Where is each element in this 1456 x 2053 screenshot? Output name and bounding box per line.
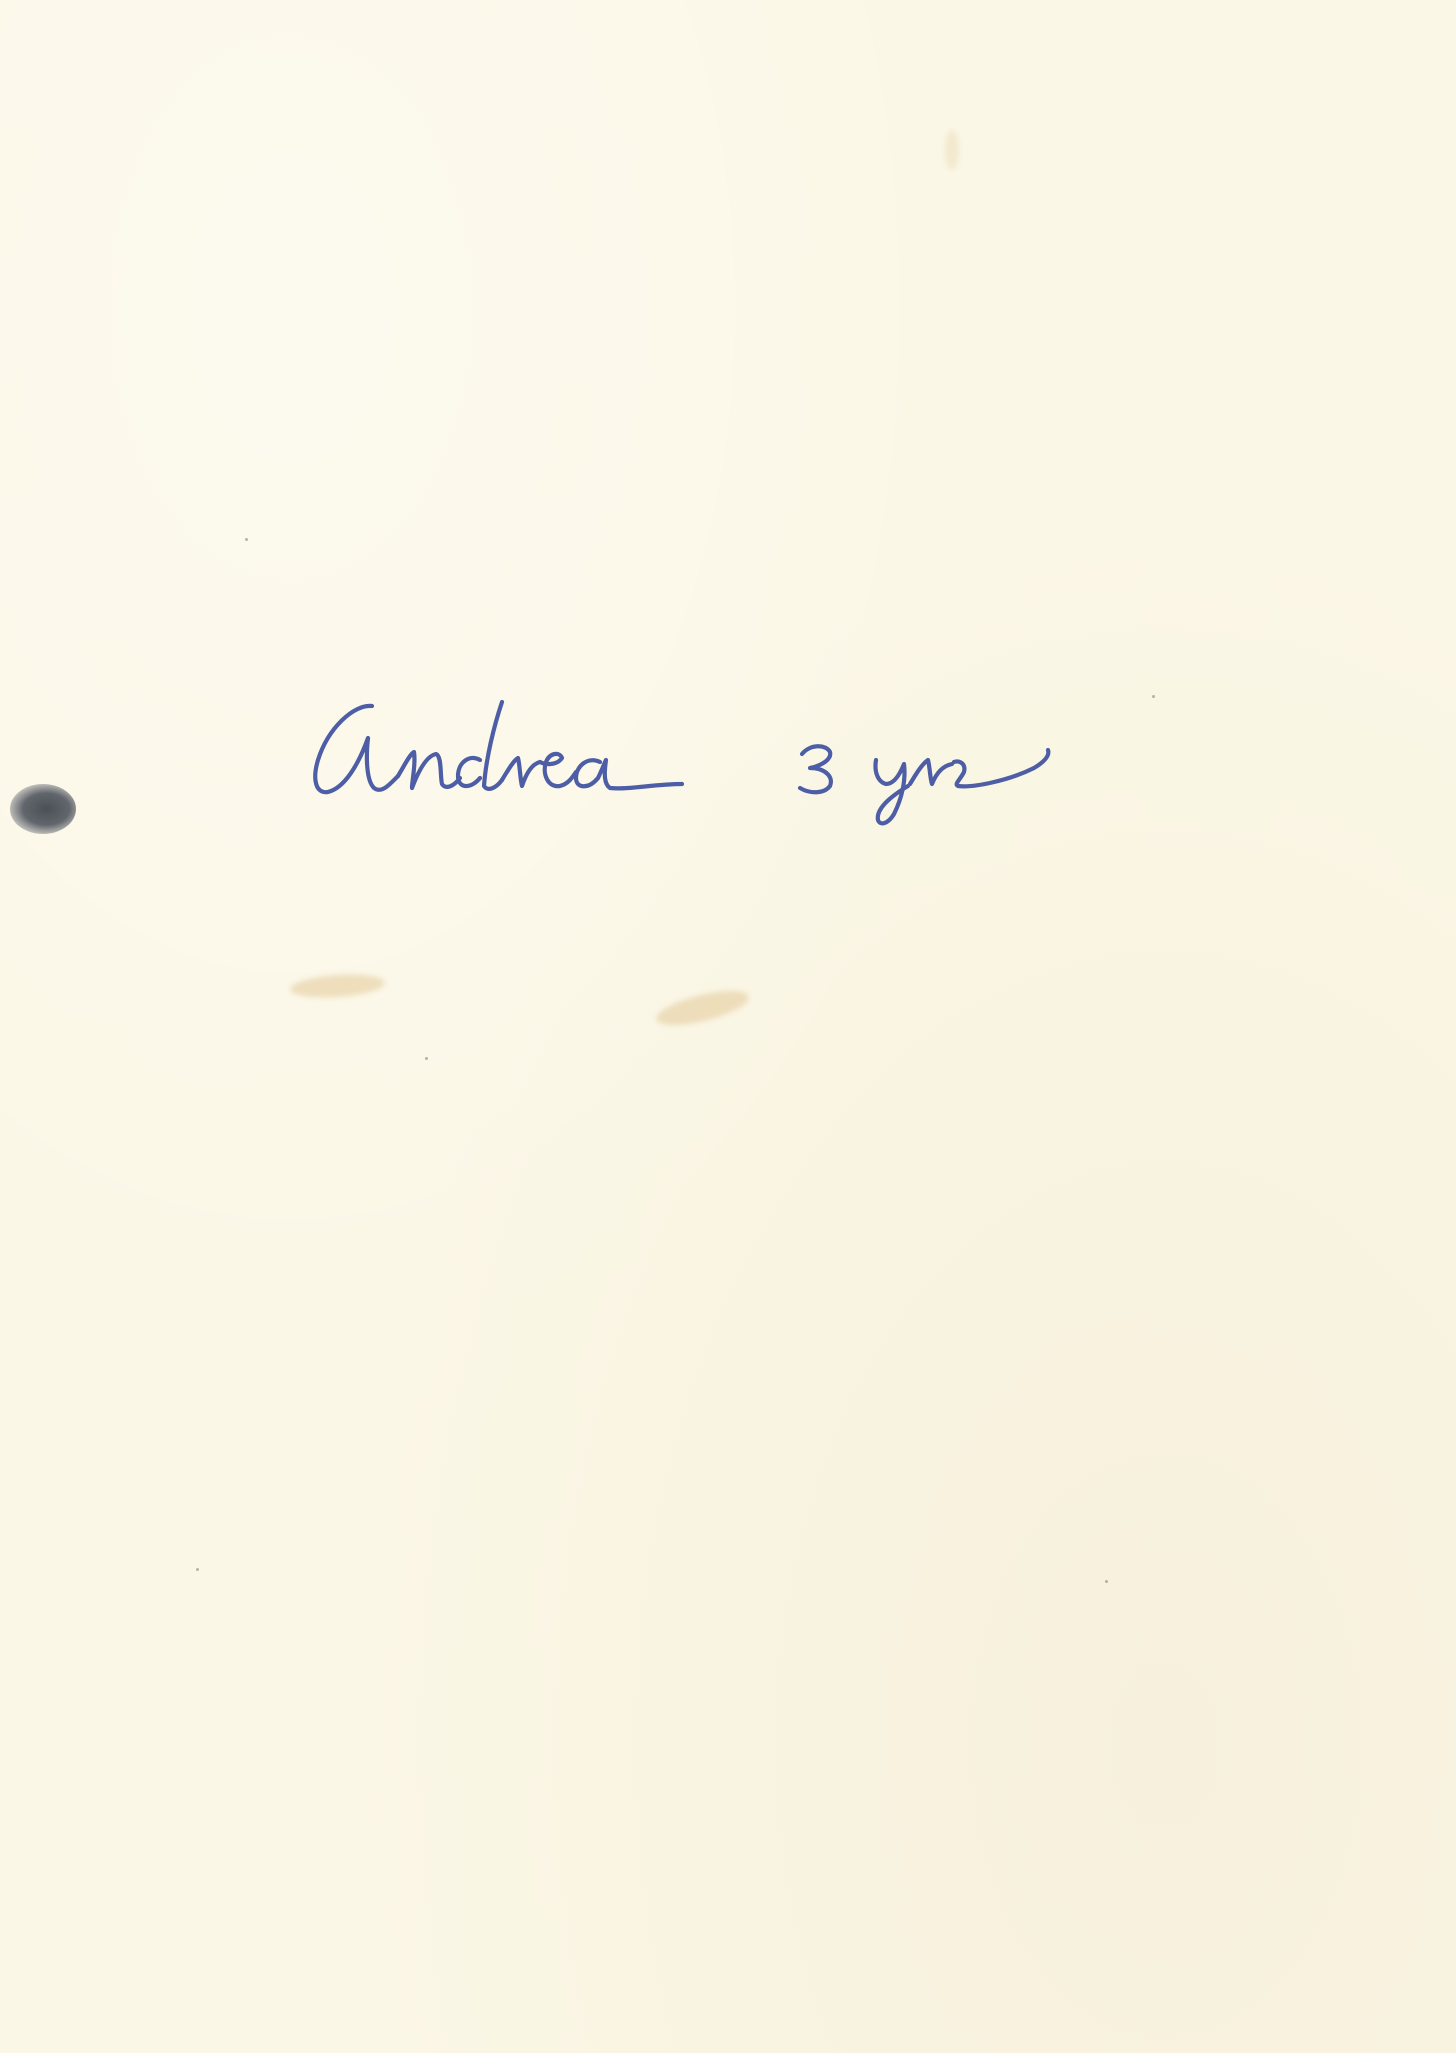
paper-fleck	[425, 1057, 428, 1060]
paper-fleck	[1152, 695, 1155, 698]
paper-fleck	[1105, 1580, 1108, 1583]
handwritten-inscription	[310, 680, 1150, 840]
paper-fleck	[245, 538, 248, 541]
ink-blot	[10, 784, 76, 834]
paper-stain	[945, 130, 959, 170]
paper-fleck	[196, 1568, 199, 1571]
paper-stain	[289, 972, 385, 1001]
paper-stain	[653, 984, 751, 1032]
